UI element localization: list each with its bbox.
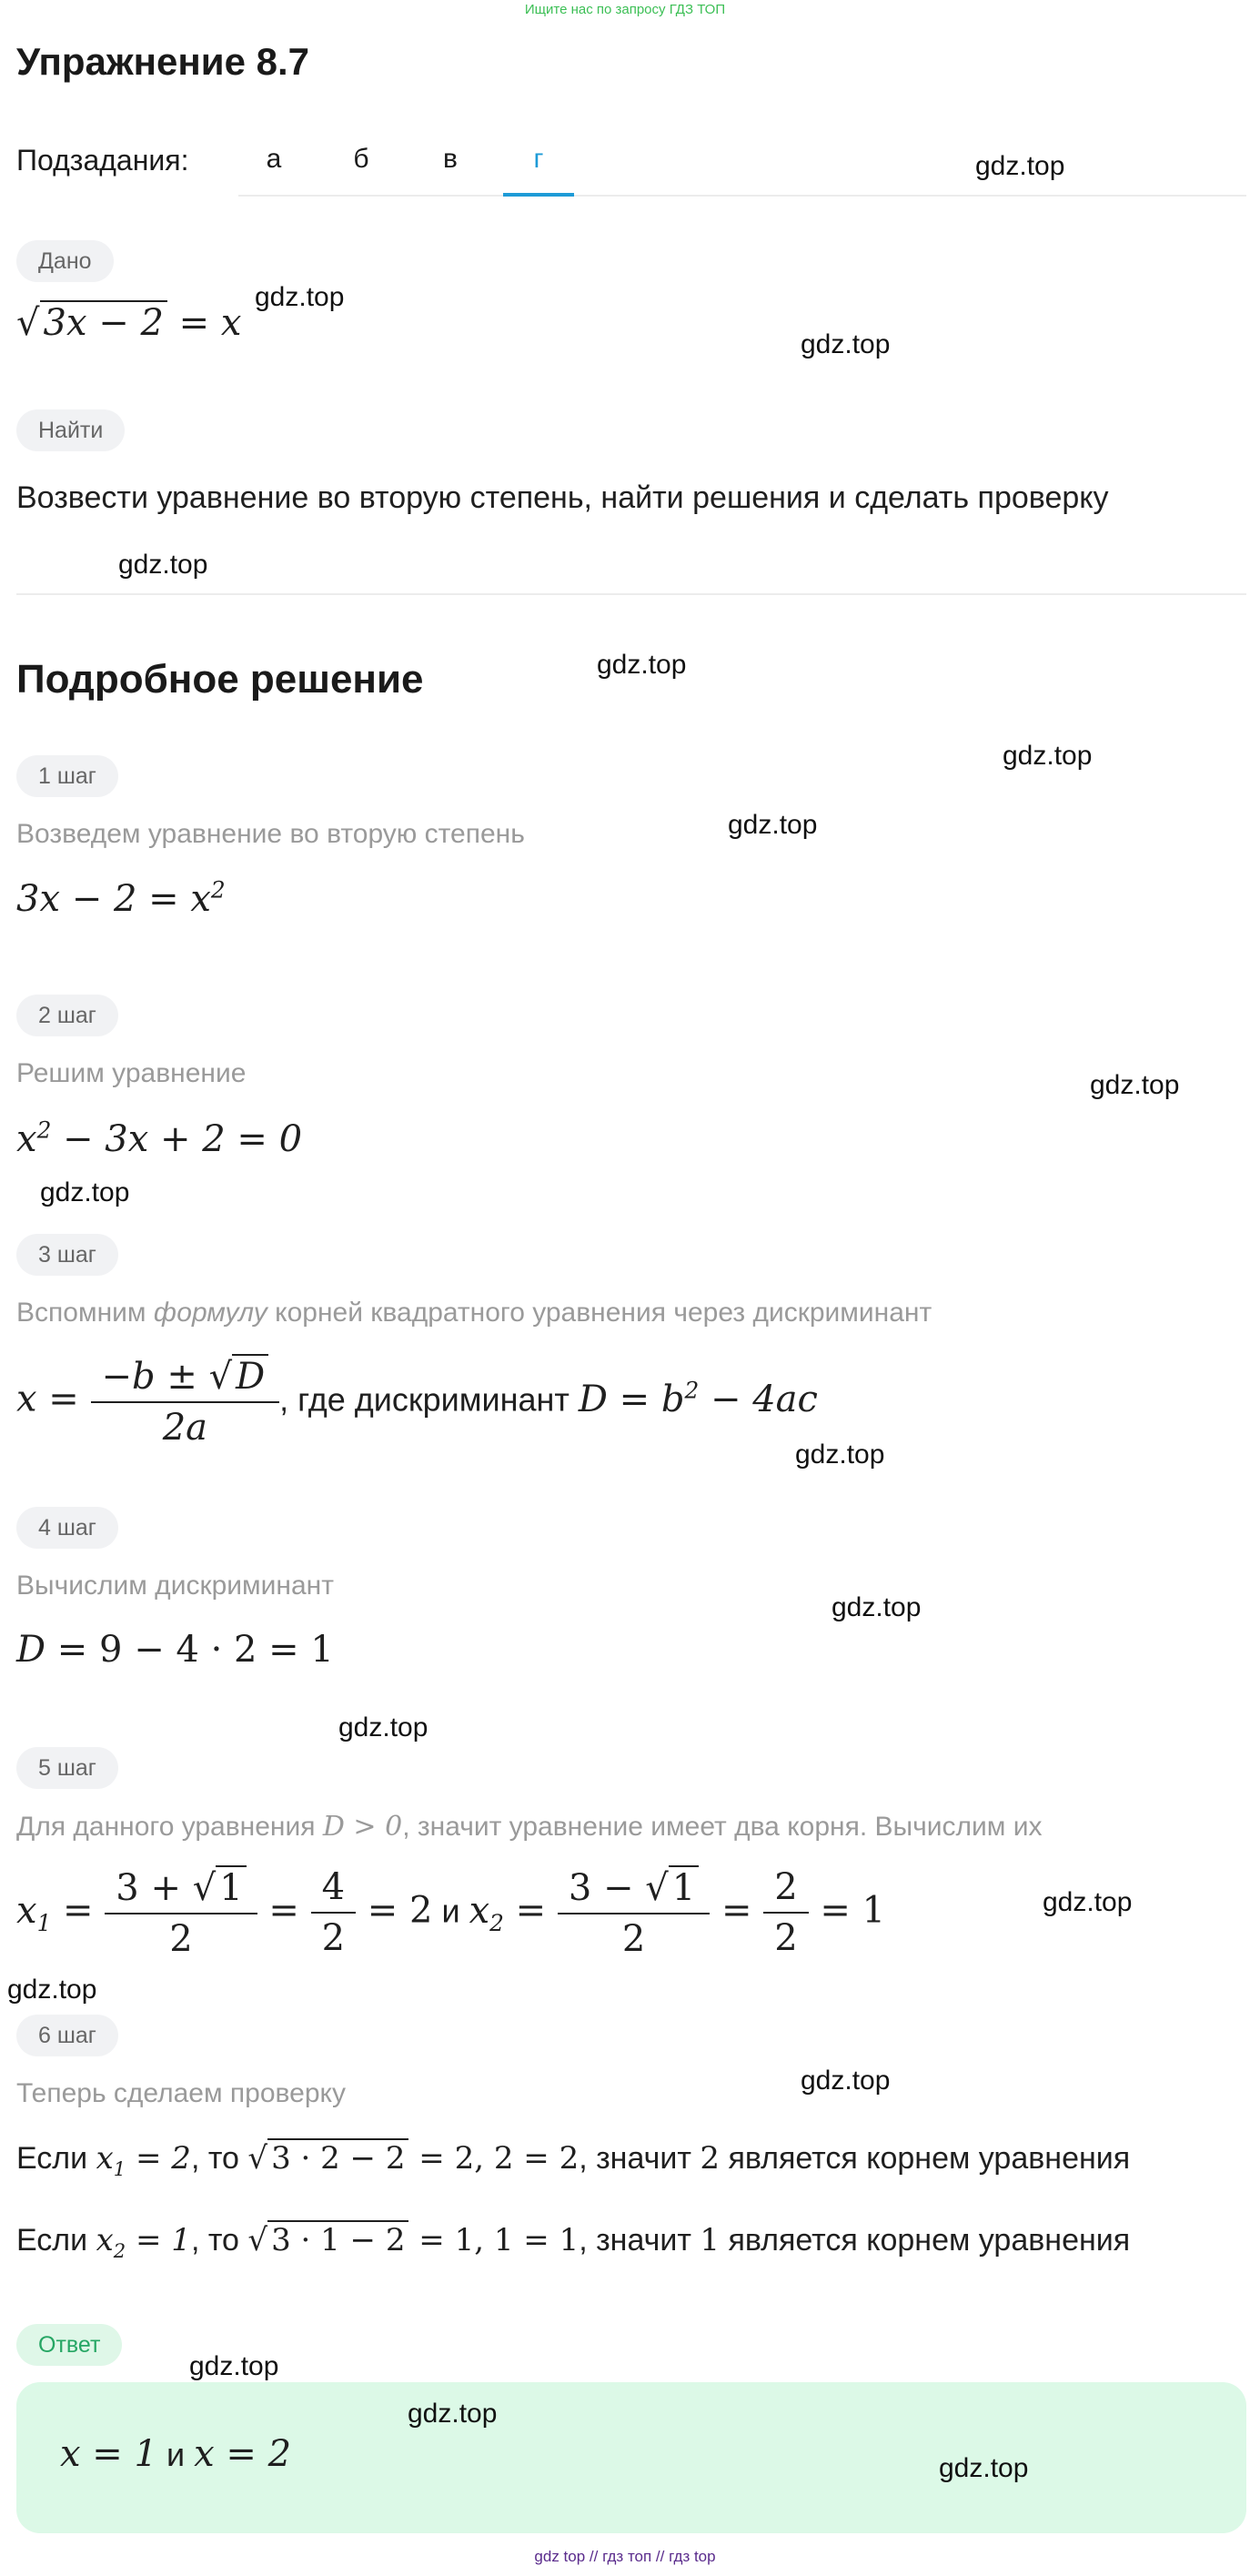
footer: gdz top // гдз топ // гдз top [534,2548,716,2565]
find-badge: Найти [16,409,125,451]
page-title: Упражнение 8.7 [16,40,310,83]
step-2-badge: 2 шаг [16,995,118,1036]
answer-badge: Ответ [16,2324,122,2366]
section-divider [16,593,1246,595]
tab-v[interactable]: в [443,144,458,174]
tabs-divider [238,195,1246,197]
subtasks-label: Подзадания: [16,144,189,177]
watermark: gdz.top [255,282,345,312]
watermark: gdz.top [338,1712,428,1743]
step-1-badge: 1 шаг [16,755,118,797]
step-2-formula: $x^2 - 3x + 2 = 0$ [16,1117,303,1161]
answer-box [16,2382,1246,2533]
tab-g[interactable]: г [503,136,574,197]
watermark: gdz.top [408,2399,498,2429]
step-4-badge: 4 шаг [16,1507,118,1549]
step-3-text: Вспомним формулу корней квадратного уравнения через дискриминант [16,1298,932,1328]
tab-a[interactable]: а [266,144,282,174]
solution-title: Подробное решение [16,657,424,702]
find-text: Возвести уравнение во вторую степень, найти решения и сделать проверку [16,480,1109,515]
given-badge: Дано [16,240,114,282]
watermark: gdz.top [597,650,687,680]
watermark: gdz.top [1003,741,1093,771]
answer-formula: x = 1 и x = 2 [60,2433,292,2475]
check-1: Если $x_1 = 2$, то √ 3 · 2 − 2 = 2, 2 = 2, значит 2 является корнем уравнения [16,2140,1131,2180]
watermark: gdz.top [801,329,891,359]
watermark: gdz.top [795,1440,885,1470]
watermark: gdz.top [118,550,208,580]
step-5-text: Для данного уравнения D > 0, значит уравнение имеет два корня. Вычислим их [16,1811,1043,1843]
watermark: gdz.top [801,2066,891,2096]
step-3-formula: x = $\frac{-b \pm √ D}{2a}$ , где дискриминант $D = b^2 - 4ac$ [16,1356,818,1449]
step-5-badge: 5 шаг [16,1747,118,1789]
step-4-text: Вычислим дискриминант [16,1571,334,1601]
step-6-text: Теперь сделаем проверку [16,2078,346,2108]
step-2-text: Решим уравнение [16,1058,247,1088]
watermark: gdz.top [7,1975,97,2005]
check-2: Если $x_2 = 1$, то √ 3 · 1 − 2 = 1, 1 = 1, значит 1 является корнем уравнения [16,2222,1131,2262]
given-equation: √ 3x − 2 = x [16,302,242,344]
watermark: gdz.top [1090,1070,1180,1100]
watermark: gdz.top [40,1177,130,1207]
tab-b[interactable]: б [353,144,369,174]
step-3-badge: 3 шаг [16,1234,118,1276]
watermark: gdz.top [939,2453,1029,2483]
step-6-badge: 6 шаг [16,2015,118,2056]
top-banner: Ищите нас по запросу ГДЗ ТОП [524,2,726,17]
step-1-text: Возведем уравнение во вторую степень [16,819,525,849]
step-4-formula: D = 9 − 4 · 2 = 1 [16,1629,334,1671]
watermark: gdz.top [832,1592,922,1622]
watermark: gdz.top [1043,1887,1133,1917]
watermark: gdz.top [189,2351,279,2381]
watermark: gdz.top [975,151,1065,181]
watermark: gdz.top [728,810,818,840]
step-1-formula: $3x - 2 = x^2$ [16,877,226,921]
step-5-formula: $x_1$ = $\frac{3 + √ 1}{2}$ = $\frac{4}{2}$ = 2 и $x_2$ = $\frac{3 - √ 1}{2}$ = $\frac{2}{2}$ = 1 [16,1866,886,1960]
